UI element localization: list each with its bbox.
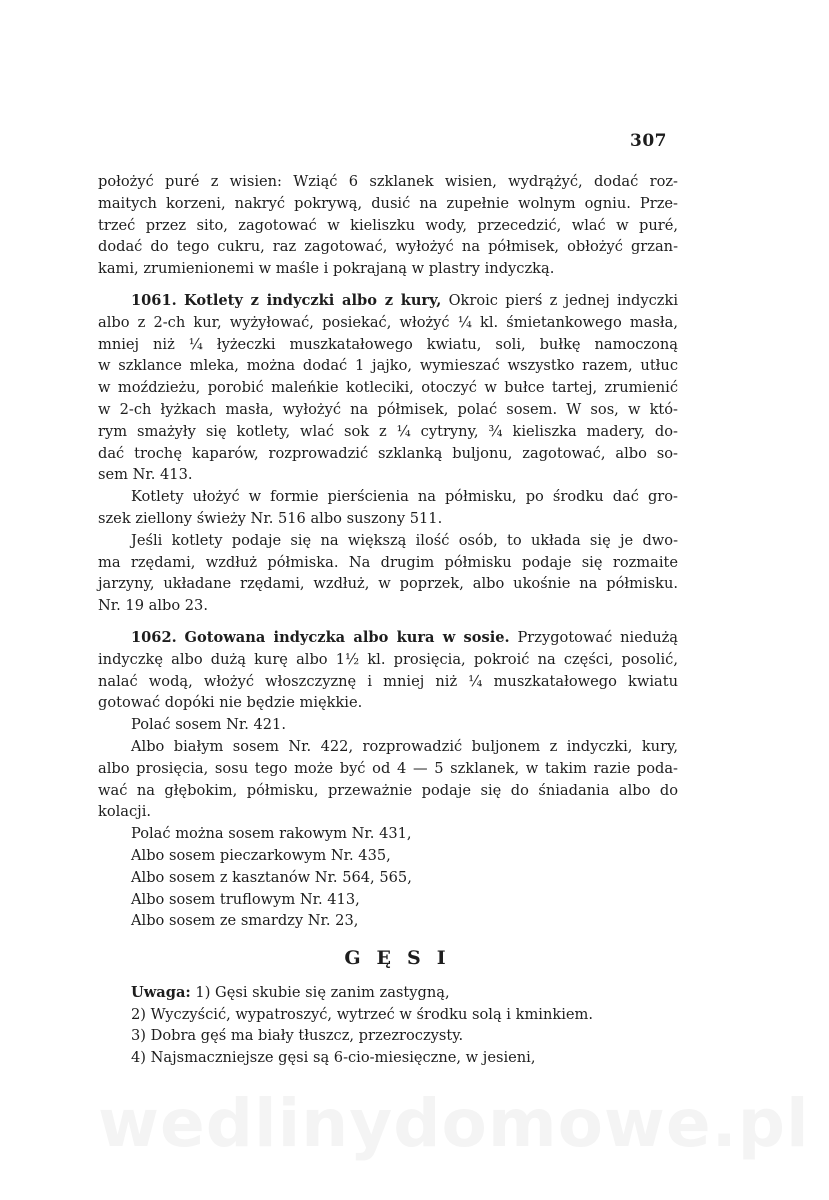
text-line: Przygotować niedużą — [509, 628, 678, 646]
text-line: dać trochę kaparów, rozprowadzić szklanką buljonu, zagotować, albo so- — [98, 444, 678, 462]
intro-paragraph — [98, 171, 678, 280]
section-heading: GĘSI — [344, 947, 462, 970]
recipe-1061 — [98, 290, 678, 486]
text-line: wać na głębokim, półmisku, przeważnie podaje się do śniadania albo do — [98, 781, 678, 799]
text-line: kami, zrumienionemi w maśle i pokrajaną w plastry indyczką. — [98, 260, 555, 278]
list-item: 3) Dobra gęś ma biały tłuszcz, przezroczysty. — [131, 1027, 464, 1045]
text-line: jarzyny, układane rzędami, wzdłuż, w poprzek, albo ukośnie na półmisku. — [98, 575, 678, 593]
text-line: kolacji. — [98, 803, 152, 821]
list-item: Polać można sosem rakowym Nr. 431, — [131, 825, 412, 843]
list-item: Albo sosem z kasztanów Nr. 564, 565, — [131, 868, 412, 886]
recipe-1062-white-sauce — [98, 736, 678, 823]
text-line: dodać do tego cukru, raz zagotować, wyłożyć na półmisek, obłożyć grzan- — [98, 238, 678, 256]
recipe-title: Kotlety z indyczki albo z kury, — [184, 291, 442, 309]
text-line: Polać sosem Nr. 421. — [131, 716, 286, 734]
text-line: szek ziellony świeży Nr. 516 albo suszony 511. — [98, 509, 443, 527]
text-line: ma rzędami, wzdłuż półmiska. Na drugim półmisku podaje się rozmaite — [98, 553, 678, 571]
recipe-title: Gotowana indyczka albo kura w sosie. — [184, 628, 510, 646]
list-item — [98, 982, 678, 1004]
list-item: Albo sosem pieczarkowym Nr. 435, — [131, 846, 391, 864]
page-number: 307 — [630, 131, 667, 151]
text-line: Jeśli kotlety podaje się na większą ilość osób, to układa się je dwo- — [131, 531, 678, 549]
text-line: Okroic pierś z jednej indyczki — [441, 291, 679, 309]
recipe-1061-larger-group — [98, 530, 678, 617]
text-line: w szklance mleka, można dodać 1 jajko, wymieszać wszystko razem, utłuc — [98, 357, 678, 375]
recipe-number: 1061. — [131, 291, 177, 309]
recipe-1061-heading-line — [98, 290, 678, 312]
page-text — [98, 171, 678, 1069]
text-line: trzeć przez sito, zagotować w kieliszku wody, przecedzić, wlać w puré, — [98, 216, 678, 234]
recipe-1062-heading-line — [98, 627, 678, 649]
text-line: mniej niż ¼ łyżeczki muszkatałowego kwiatu, soli, bułkę namoczoną — [98, 335, 678, 353]
text-line: Nr. 19 albo 23. — [98, 597, 208, 615]
list-item: Albo sosem truflowym Nr. 413, — [131, 890, 360, 908]
recipe-number: 1062. — [131, 628, 177, 646]
list-item: 2) Wyczyścić, wypatroszyć, wytrzeć w środku solą i kminkiem. — [131, 1005, 593, 1023]
text-line: maitych korzeni, nakryć pokrywą, dusić na zupełnie wolnym ogniu. Prze- — [98, 194, 678, 212]
text-line: sem Nr. 413. — [98, 466, 193, 484]
note-text: 1) Gęsi skubie się zanim zastygną, — [190, 983, 450, 1001]
list-item: Albo sosem ze smardzy Nr. 23, — [131, 912, 359, 930]
goose-notes — [98, 982, 678, 1069]
text-line: albo prosięcia, sosu tego może być od 4 — 5 szklanek, w takim razie poda- — [98, 759, 678, 777]
recipe-1061-serving — [98, 486, 678, 530]
text-line: rym smażyły się kotlety, wlać sok z ¼ cytryny, ¾ kieliszka madery, do- — [98, 422, 678, 440]
text-line: albo z 2-ch kur, wyżyłować, posiekać, włożyć ¼ kl. śmietankowego masła, — [98, 313, 678, 331]
text-line: nalać wodą, włożyć włoszczyznę i mniej niż ¼ muszkatałowego kwiatu — [98, 672, 678, 690]
list-item: 4) Najsmaczniejsze gęsi są 6-cio-miesięczne, w jesieni, — [131, 1049, 536, 1067]
text-line: Kotlety ułożyć w formie pierścienia na półmisku, po środku dać gro- — [131, 488, 678, 506]
text-line: indyczkę albo dużą kurę albo 1½ kl. prosięcia, pokroić na części, posolić, — [98, 650, 678, 668]
recipe-1062 — [98, 627, 678, 714]
text-line: położyć puré z wisien: Wziąć 6 szklanek wisien, wydrążyć, dodać roz- — [98, 173, 678, 190]
recipe-1062-sauce-421 — [98, 714, 678, 736]
note-label: Uwaga: — [131, 983, 191, 1001]
text-line: w moździeżu, porobić maleńkie kotleciki, otoczyć w bułce tartej, zrumienić — [98, 379, 678, 397]
sauce-options-list — [98, 823, 678, 932]
text-line: w 2-ch łyżkach masła, wyłożyć na półmisek, polać sosem. W sos, w któ- — [98, 400, 678, 418]
text-line: gotować dopóki nie będzie miękkie. — [98, 694, 363, 712]
text-line: Albo białym sosem Nr. 422, rozprowadzić buljonem z indyczki, kury, — [131, 737, 678, 755]
watermark: wedlinydomowe.pl — [98, 1085, 810, 1162]
